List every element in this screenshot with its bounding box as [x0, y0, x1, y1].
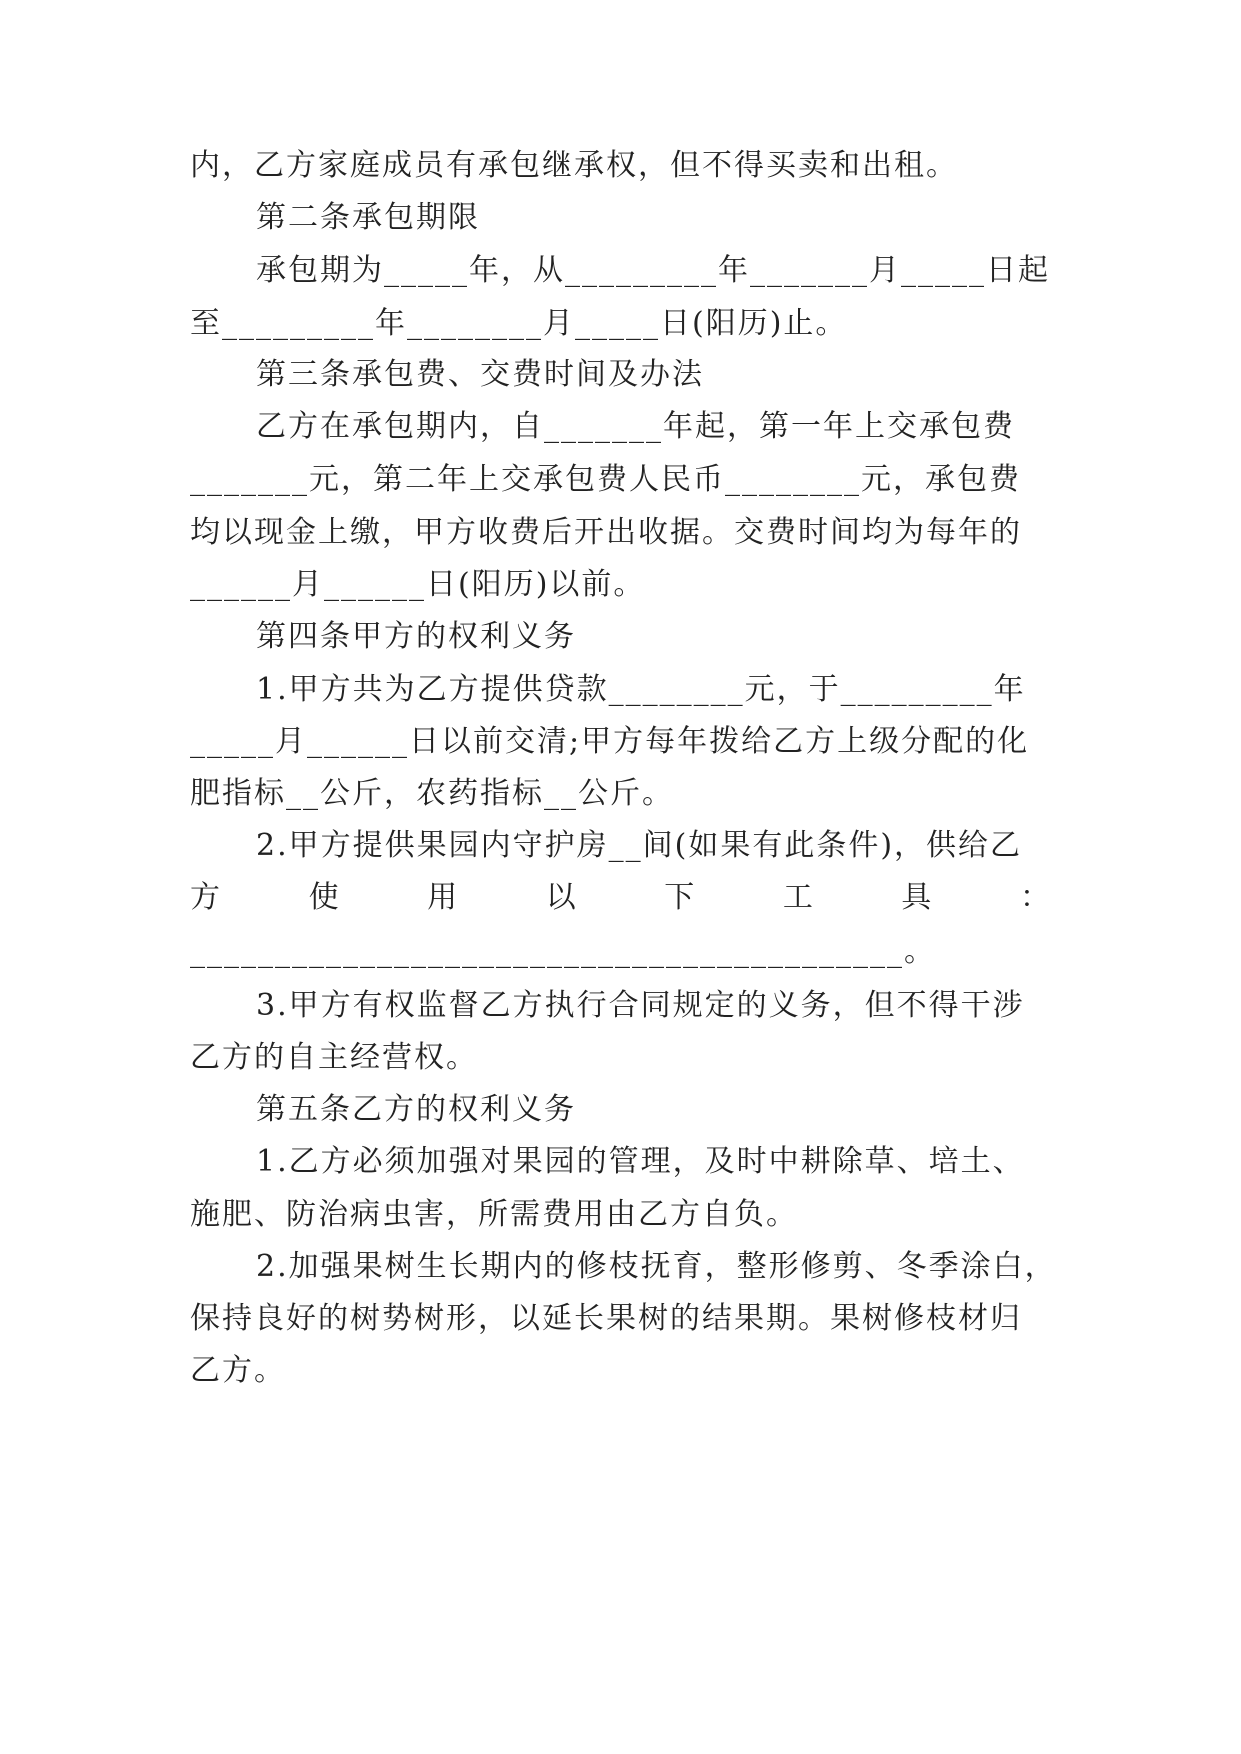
paragraph-line: 乙方在承包期内，自_______年起，第一年上交承包费: [256, 409, 1015, 444]
justified-line: [190, 878, 1050, 918]
justified-char: 方: [190, 880, 220, 915]
justified-char: 以: [545, 880, 576, 915]
justified-char: ：: [1019, 880, 1050, 915]
paragraph-line: _____月______日以前交清;甲方每年拨给乙方上级分配的化: [190, 724, 1030, 759]
paragraph-line: 肥指标__公斤，农药指标__公斤。: [190, 776, 674, 811]
paragraph-line: 至_________年________月_____日(阳历)止。: [190, 306, 848, 341]
paragraph-line: 施肥、防治病虫害，所需费用由乙方自负。: [190, 1197, 798, 1232]
paragraph-line: _______元，第二年上交承包费人民币________元，承包费: [190, 462, 1021, 497]
article-heading: 第二条承包期限: [256, 200, 480, 235]
justified-char: 具: [901, 880, 932, 915]
blank-line: __________________________________________。: [190, 934, 936, 969]
article-heading: 第五条乙方的权利义务: [256, 1092, 576, 1127]
justified-char: 下: [664, 880, 695, 915]
paragraph-line: 乙方的自主经营权。: [190, 1040, 478, 1075]
paragraph-line: 2.甲方提供果园内守护房__间(如果有此条件)，供给乙: [256, 828, 1023, 863]
paragraph-line: 保持良好的树势树形，以延长果树的结果期。果树修枝材归: [190, 1301, 1022, 1336]
paragraph-line: 2.加强果树生长期内的修枝抚育，整形修剪、冬季涂白，: [256, 1249, 1057, 1284]
article-heading: 第三条承包费、交费时间及办法: [256, 357, 704, 392]
paragraph-line: ______月______日(阳历)以前。: [190, 567, 646, 602]
article-heading: 第四条甲方的权利义务: [256, 619, 576, 654]
justified-char: 工: [782, 880, 813, 915]
paragraph-line: 均以现金上缴，甲方收费后开出收据。交费时间均为每年的: [190, 515, 1022, 550]
paragraph-line: 1.甲方共为乙方提供贷款________元，于_________年: [256, 672, 1026, 707]
paragraph-line: 乙方。: [190, 1353, 286, 1388]
justified-char: 用: [427, 880, 458, 915]
paragraph-line: 3.甲方有权监督乙方执行合同规定的义务，但不得干涉: [256, 988, 1025, 1023]
paragraph-line: 内，乙方家庭成员有承包继承权，但不得买卖和出租。: [190, 148, 958, 183]
paragraph-line: 1.乙方必须加强对果园的管理，及时中耕除草、培土、: [256, 1144, 1025, 1179]
paragraph-line: 承包期为_____年，从_________年_______月_____日起: [256, 253, 1050, 288]
justified-char: 使: [308, 880, 339, 915]
